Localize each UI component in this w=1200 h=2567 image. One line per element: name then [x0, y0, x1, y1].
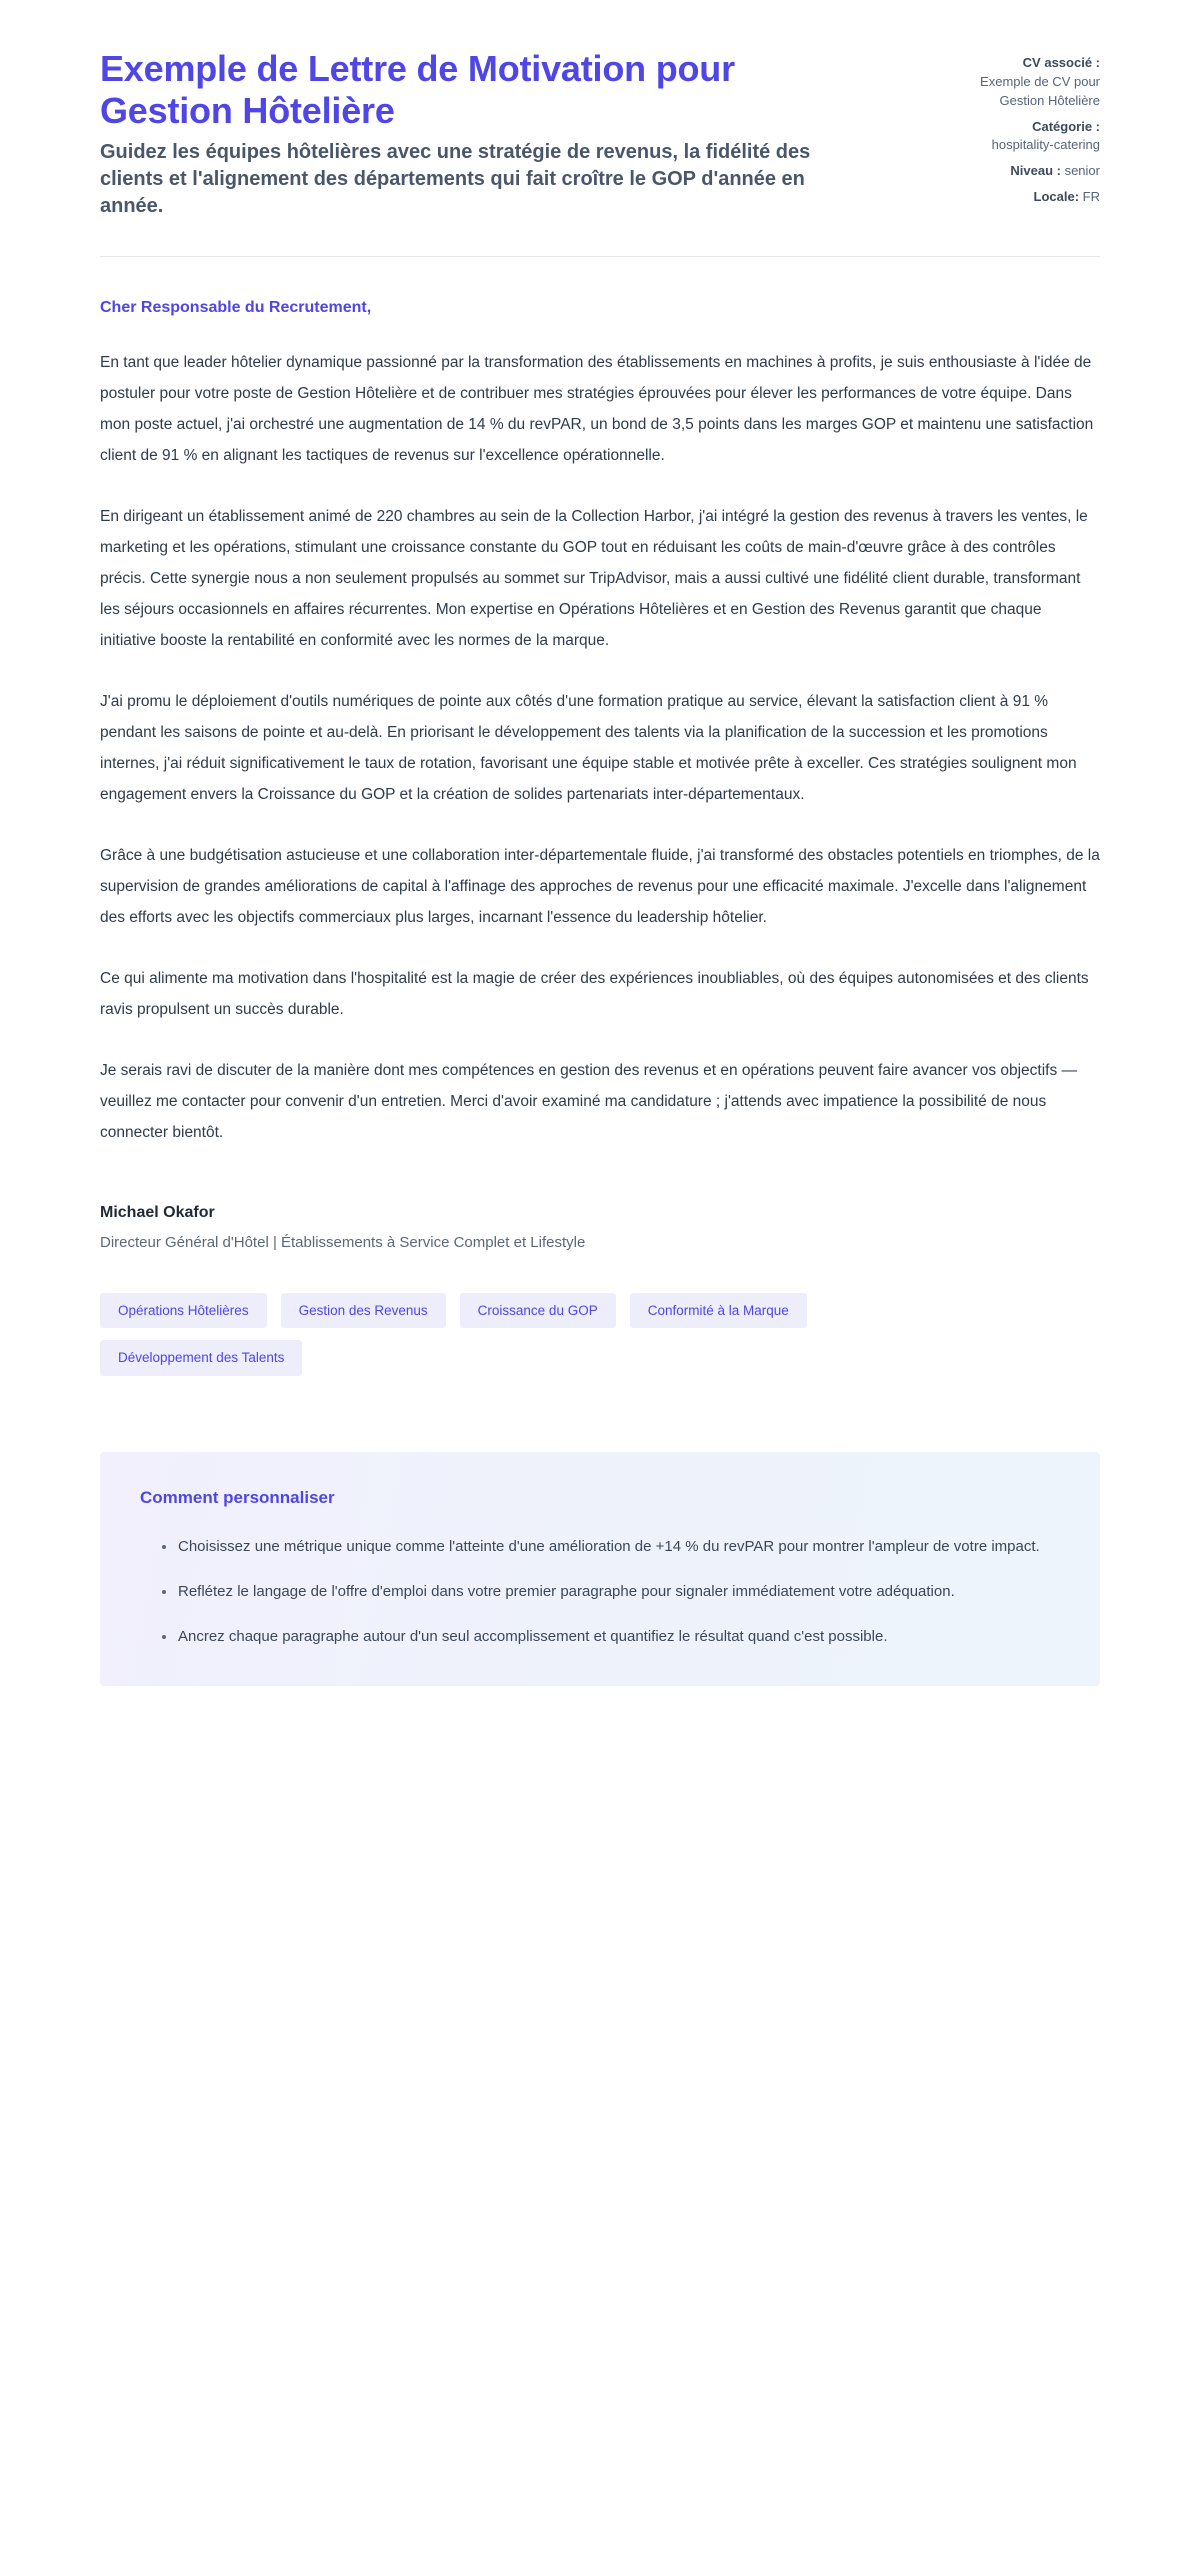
skill-tag[interactable]: Croissance du GOP	[460, 1293, 616, 1329]
signature-title: Directeur Général d'Hôtel | Établissements à Service Complet et Lifestyle	[100, 1233, 586, 1251]
meta-locale-value: FR	[1082, 189, 1100, 205]
letter-body	[100, 299, 1100, 1148]
meta-level-value: senior	[1064, 163, 1100, 179]
letter-paragraph: Je serais ravi de discuter de la manière dont mes compétences en gestion des revenus et en opérations peuvent faire avancer vos objectifs — veuillez me contacter pour convenir d'un entretien. Merci d'avoir examiné ma candidature ; j'attends avec impatience la possibilité de nous connecter bientôt.	[100, 1061, 1078, 1141]
meta-level	[940, 162, 1100, 181]
letter-paragraph: Ce qui alimente ma motivation dans l'hospitalité est la magie de créer des expériences inoubliables, où des équipes autonomisées et des clients ravis propulsent un succès durable.	[100, 969, 1089, 1018]
meta-category-label: Catégorie :	[1032, 118, 1100, 134]
page-header	[100, 48, 1100, 248]
meta-level-label: Niveau :	[1010, 163, 1061, 179]
callout-tip-item: Ancrez chaque paragraphe autour d'un seul accomplissement et quantifiez le résultat quand c'est possible.	[162, 1622, 1060, 1651]
callout-title: Comment personnaliser	[140, 1487, 335, 1507]
callout-tip-list	[140, 1532, 1060, 1652]
callout-tip-item: Reflétez le langage de l'offre d'emploi dans votre premier paragraphe pour signaler immédiatement votre adéquation.	[162, 1577, 1060, 1606]
meta-locale	[940, 188, 1100, 207]
header-title-block	[100, 48, 860, 220]
meta-associated-cv-label: CV associé :	[1022, 55, 1100, 70]
skill-tag[interactable]: Conformité à la Marque	[630, 1293, 807, 1329]
document-metadata	[940, 48, 1100, 207]
meta-associated-cv	[940, 54, 1100, 111]
header-divider	[100, 256, 1100, 257]
meta-locale-label: Locale:	[1033, 189, 1080, 205]
letter-paragraph: J'ai promu le déploiement d'outils numériques de pointe aux côtés d'une formation pratique au service, élevant la satisfaction client à 91 % pendant les saisons de pointe et au-delà. En priorisant le développement des talents via la planification de la succession et les promotions internes, j'ai réduit significativement le taux de rotation, favorisant une équipe stable et motivée prête à exceller. Ces stratégies soulignent mon engagement envers la Croissance du GOP et la création de solides partenariats inter-départementaux.	[100, 692, 1077, 803]
page-subtitle: Guidez les équipes hôtelières avec une stratégie de revenus, la fidélité des clients et l'alignement des départements qui fait croître le GOP d'année en année.	[100, 140, 811, 217]
skill-tag-list	[100, 1293, 1020, 1376]
meta-associated-cv-value: Exemple de CV pour Gestion Hôtelière	[980, 73, 1100, 108]
skill-tag[interactable]: Opérations Hôtelières	[100, 1293, 267, 1329]
letter-paragraph: En tant que leader hôtelier dynamique passionné par la transformation des établissements en machines à profits, je suis enthousiaste à l'idée de postuler pour votre poste de Gestion Hôtelière et de contribuer mes stratégies éprouvées pour élever les performances de votre équipe. Dans mon poste actuel, j'ai orchestré une augmentation de 14 % du revPAR, un bond de 3,5 points dans les marges GOP et maintenu une satisfaction client de 91 % en alignant les tactiques de revenus sur l'excellence opérationnelle.	[100, 353, 1094, 464]
page-title: Exemple de Lettre de Motivation pour Gestion Hôtelière	[100, 48, 735, 132]
meta-category-value: hospitality-catering	[991, 137, 1100, 153]
signature-block	[100, 1204, 1100, 1251]
customization-callout	[100, 1452, 1100, 1686]
meta-category	[940, 118, 1100, 156]
letter-paragraph: En dirigeant un établissement animé de 220 chambres au sein de la Collection Harbor, j'ai intégré la gestion des revenus à travers les ventes, le marketing et les opérations, stimulant une croissance constante du GOP tout en réduisant les coûts de main-d'œuvre grâce à des contrôles précis. Cette synergie nous a non seulement propulsés au sommet sur TripAdvisor, mais a aussi cultivé une fidélité client durable, transformant les séjours occasionnels en affaires récurrentes. Mon expertise en Opérations Hôtelières et en Gestion des Revenus garantit que chaque initiative booste la rentabilité en conformité avec les normes de la marque.	[100, 507, 1088, 649]
skill-tag[interactable]: Développement des Talents	[100, 1340, 302, 1376]
skill-tag[interactable]: Gestion des Revenus	[281, 1293, 446, 1329]
letter-salutation: Cher Responsable du Recrutement,	[100, 298, 372, 316]
callout-tip-item: Choisissez une métrique unique comme l'atteinte d'une amélioration de +14 % du revPAR pour montrer l'ampleur de votre impact.	[162, 1532, 1060, 1561]
letter-paragraph: Grâce à une budgétisation astucieuse et une collaboration inter-départementale fluide, j'ai transformé des obstacles potentiels en triomphes, de la supervision de grandes améliorations de capital à l'affinage des approches de revenus pour une efficacité maximale. J'excelle dans l'alignement des efforts avec les objectifs commerciaux plus larges, incarnant l'essence du leadership hôtelier.	[100, 846, 1100, 926]
signature-name: Michael Okafor	[100, 1203, 215, 1221]
